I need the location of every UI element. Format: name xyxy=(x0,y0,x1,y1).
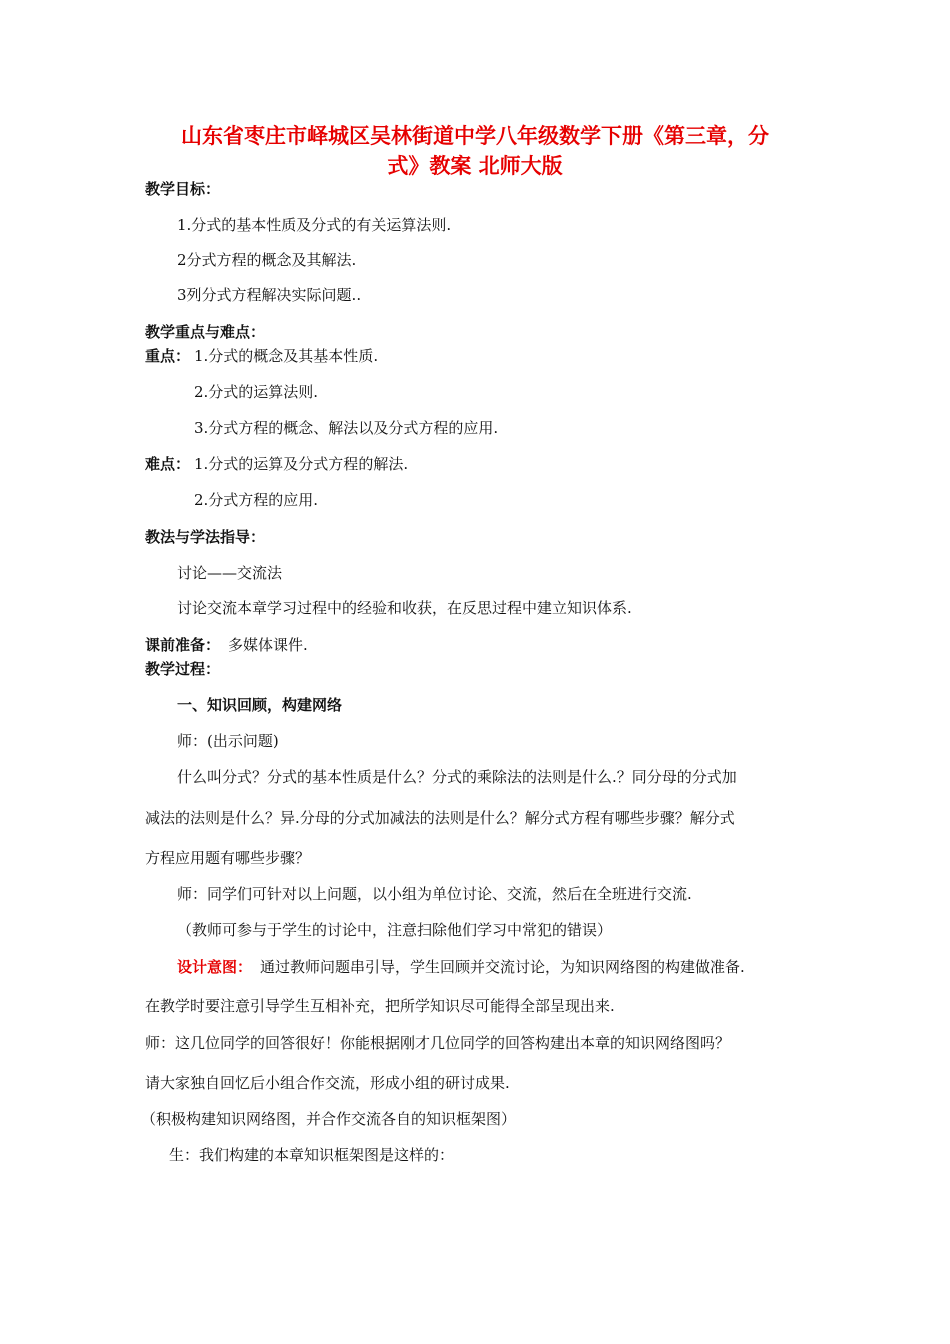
section-heading: 一、知识回顾，构建网络 xyxy=(177,696,343,714)
objective-item: 3列分式方程解决实际问题.. xyxy=(177,286,362,304)
teacher-line: 师：(出示问题) xyxy=(177,732,279,750)
design-intent-text: 通过教师问题串引导，学生回顾并交流讨论，为知识网络图的构建做准备. xyxy=(260,958,745,976)
prep-label: 课前准备： xyxy=(145,636,221,654)
question-line: 方程应用题有哪些步骤？ xyxy=(145,849,311,867)
teacher-note: （教师可参与于学生的讨论中，注意扫除他们学习中常犯的错误） xyxy=(177,921,613,939)
document-title-line1: 山东省枣庄市峄城区吴林街道中学八年级数学下册《第三章，分 xyxy=(181,124,769,148)
question-line: 什么叫分式？分式的基本性质是什么？分式的乘除法的法则是什么.？同分母的分式加 xyxy=(177,768,737,786)
objectives-heading: 教学目标： xyxy=(145,180,221,198)
key-item: 2.分式的运算法则. xyxy=(194,383,319,401)
teacher-line: 请大家独自回忆后小组合作交流，形成小组的研讨成果. xyxy=(145,1074,510,1092)
teacher-line: 师：同学们可针对以上问题，以小组为单位讨论、交流，然后在全班进行交流. xyxy=(177,885,692,903)
key-item: 1.分式的概念及其基本性质. xyxy=(194,347,379,365)
prep-value: 多媒体课件. xyxy=(228,636,308,654)
design-intent-text: 在教学时要注意引导学生互相补充，把所学知识尽可能得全部呈现出来. xyxy=(145,997,615,1015)
method-line: 讨论——交流法 xyxy=(177,564,283,582)
method-line: 讨论交流本章学习过程中的经验和收获，在反思过程中建立知识体系. xyxy=(177,599,632,617)
method-heading: 教法与学法指导： xyxy=(145,528,266,546)
document-title-line2: 式》教案 北师大版 xyxy=(387,154,563,178)
teacher-note: （积极构建知识网络图，并合作交流各自的知识框架图） xyxy=(141,1110,517,1128)
key-label: 重点： xyxy=(145,347,191,365)
student-line: 生：我们构建的本章知识框架图是这样的： xyxy=(169,1146,455,1164)
key-item: 3.分式方程的概念、解法以及分式方程的应用. xyxy=(194,419,499,437)
objective-item: 2分式方程的概念及其解法. xyxy=(177,251,357,269)
objective-item: 1.分式的基本性质及分式的有关运算法则. xyxy=(177,216,452,234)
design-intent-label: 设计意图： xyxy=(177,958,253,976)
process-heading: 教学过程： xyxy=(145,660,221,678)
teacher-line: 师：这几位同学的回答很好！你能根据刚才几位同学的回答构建出本章的知识网络图吗？ xyxy=(145,1034,731,1052)
difficult-item: 1.分式的运算及分式方程的解法. xyxy=(194,455,409,473)
difficult-item: 2.分式方程的应用. xyxy=(194,491,319,509)
difficult-label: 难点： xyxy=(145,455,191,473)
question-line: 减法的法则是什么？异.分母的分式加减法的法则是什么？解分式方程有哪些步骤？解分式 xyxy=(145,809,735,827)
key-difficult-heading: 教学重点与难点： xyxy=(145,323,266,341)
